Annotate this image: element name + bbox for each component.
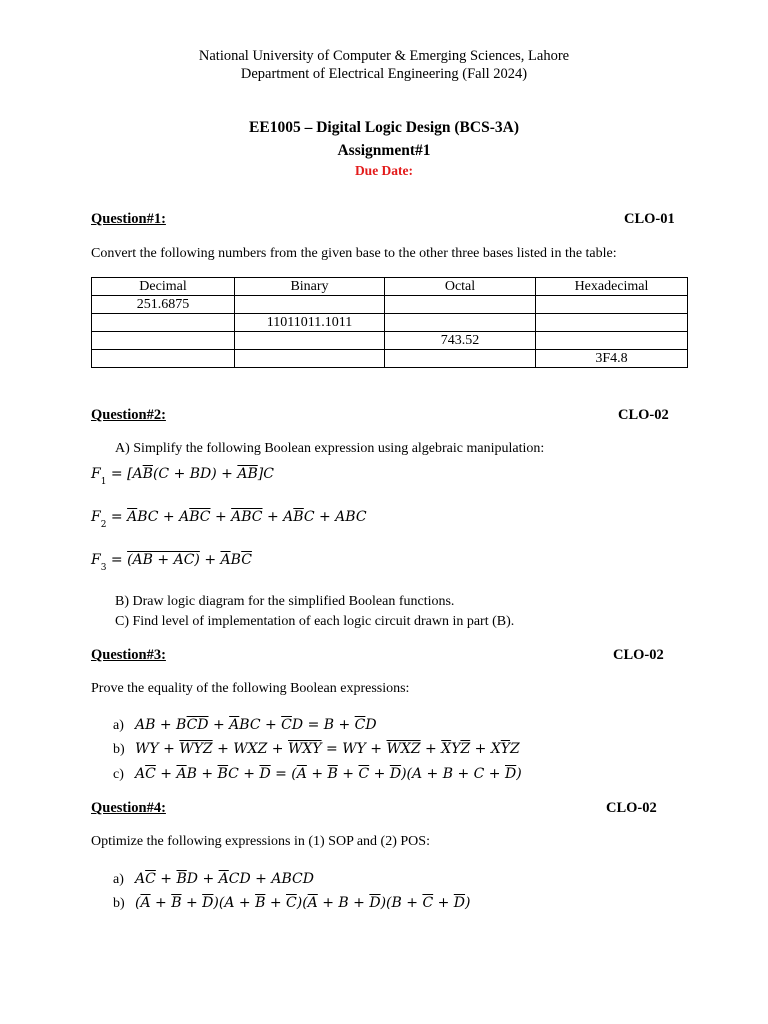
item-label: b) — [113, 896, 125, 911]
table-cell — [92, 314, 235, 332]
equation-q4a: $A\overline{C} + \overline{B}D + \overline{A}CD$ + ABCD — [135, 871, 314, 887]
table-cell: 251.6875 — [92, 296, 235, 314]
q3-item-b — [113, 740, 520, 758]
item-label: a) — [113, 872, 124, 887]
q4-item-b — [113, 894, 471, 912]
table-header-cell: Octal — [385, 278, 536, 296]
q1-heading: Question#1: — [91, 211, 166, 227]
item-label: c) — [113, 767, 124, 782]
table-row — [92, 350, 688, 368]
q4-clo: CLO-02 — [606, 800, 657, 816]
q1-instruction: Convert the following numbers from the given base to the other three bases listed in the table: — [91, 246, 617, 261]
q3-item-a — [113, 716, 377, 734]
table-cell — [536, 314, 688, 332]
table-row — [92, 332, 688, 350]
assignment-title: Assignment#1 — [337, 142, 431, 159]
university-name: National University of Computer & Emerging Sciences, Lahore — [198, 48, 570, 64]
table-cell: 3F4.8 — [536, 350, 688, 368]
table-cell — [235, 332, 385, 350]
table-row — [92, 314, 688, 332]
table-cell — [235, 350, 385, 368]
table-header-cell: Decimal — [92, 278, 235, 296]
equation-q4b: $(\overline{A} + \overline{B} + \overline{D})(A + \overline{B} + \overline{C})(\overline{A} + B + \overline{D})(B + \overline{C} + \overline{D})$ — [135, 895, 471, 911]
table-header-cell: Binary — [235, 278, 385, 296]
q3-heading: Question#3: — [91, 647, 166, 663]
equation-f1: $F_1 = [A\overline{B}(C + BD) + \overline{AB}]C$ — [91, 466, 274, 487]
table-cell — [235, 296, 385, 314]
table-cell — [536, 296, 688, 314]
q2-part-b: B) Draw logic diagram for the simplified Boolean functions. — [115, 594, 455, 609]
table-cell: 743.52 — [385, 332, 536, 350]
equation-f2: $F_2 = \overline{A}BC + A\overline{BC} + \overline{ABC} + A\overline{B}C$ + ABC — [91, 509, 367, 530]
table-cell — [92, 350, 235, 368]
table-header-cell: Hexadecimal — [536, 278, 688, 296]
equation-f3: $F_3 = (AB + AC) + \overline{A}B\overline{C}$ — [91, 552, 252, 573]
q3-item-c — [113, 765, 522, 783]
table-cell — [536, 332, 688, 350]
table-cell: 11011011.1011 — [235, 314, 385, 332]
table-cell — [385, 296, 536, 314]
item-label: a) — [113, 718, 124, 733]
q3-instruction: Prove the equality of the following Boolean expressions: — [91, 681, 410, 696]
table-cell — [92, 332, 235, 350]
q4-instruction: Optimize the following expressions in (1) SOP and (2) POS: — [91, 834, 430, 849]
q2-clo: CLO-02 — [618, 407, 669, 423]
equation-q3a: AB + $B\overline{CD} + \overline{A}BC + \overline{C}D = B + \overline{C}D$ — [135, 717, 377, 733]
conversion-table — [91, 277, 688, 368]
due-date: Due Date: — [354, 163, 414, 178]
table-row — [92, 296, 688, 314]
q2-part-a: A) Simplify the following Boolean expression using algebraic manipulation: — [115, 441, 545, 456]
q3-clo: CLO-02 — [613, 647, 664, 663]
table-cell — [385, 314, 536, 332]
equation-q3c: $A\overline{C} + \overline{A}B + \overline{B}C + \overline{D} = (\overline{A} + \overline{B} + \overline{C} + \overline{D})(A + B + C + \overline{D})$ — [135, 766, 522, 782]
q1-clo: CLO-01 — [624, 211, 675, 227]
table-cell — [385, 350, 536, 368]
q2-heading: Question#2: — [91, 407, 166, 423]
equation-q3b: WY + $\overline{WYZ}$ + WXZ + $\overline{WXY}$ = WY + $\overline{WXZ} + \overline{X}Y\overline{Z} + X\overline{Y}Z$ — [135, 741, 520, 757]
q2-part-c: C) Find level of implementation of each logic circuit drawn in part (B). — [115, 614, 515, 629]
course-title: EE1005 – Digital Logic Design (BCS-3A) — [249, 119, 519, 136]
item-label: b) — [113, 742, 125, 757]
department-name: Department of Electrical Engineering (Fall 2024) — [240, 66, 528, 82]
q4-item-a — [113, 870, 314, 888]
table-header-row — [92, 278, 688, 296]
q4-heading: Question#4: — [91, 800, 166, 816]
